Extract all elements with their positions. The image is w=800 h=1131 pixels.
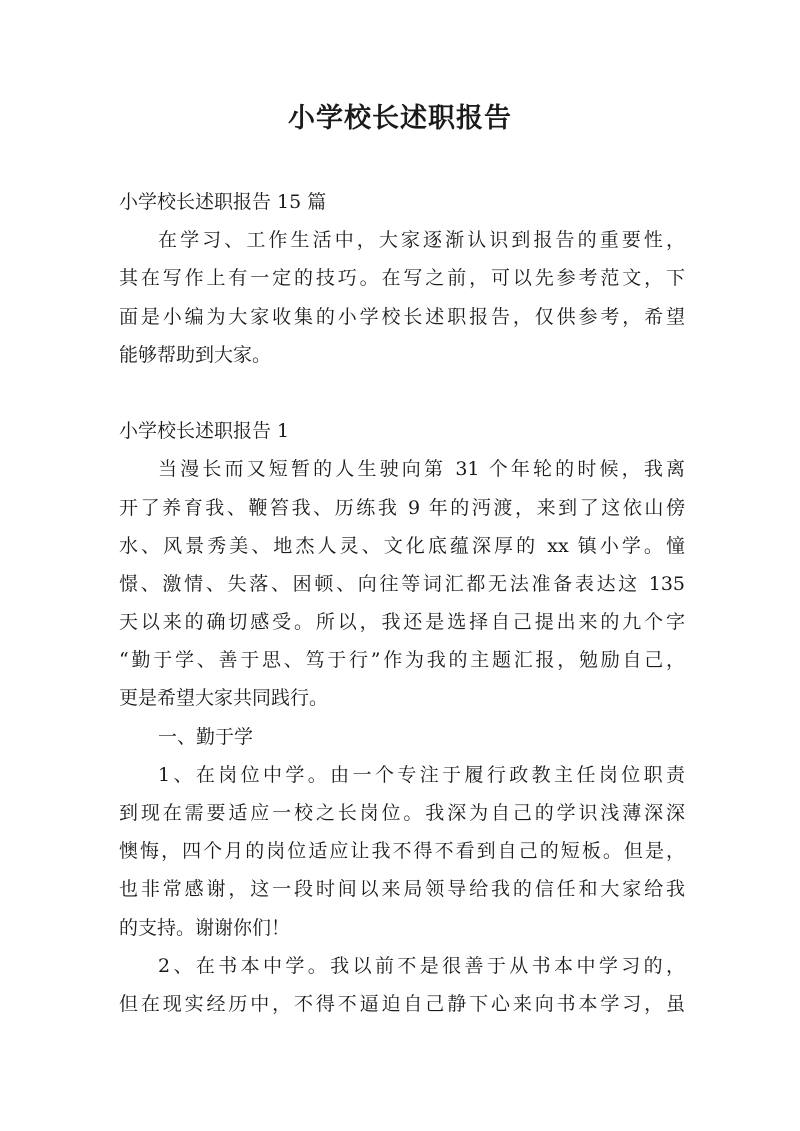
paragraph-line: 开了养育我、鞭笞我、历练我 9 年的沔渡，来到了这依山傍 (119, 496, 685, 519)
intro-line: 其在写作上有一定的技巧。在写之前，可以先参考范文，下 (119, 267, 685, 290)
paragraph-gap (119, 374, 685, 412)
paragraph-line: 但在现实经历中，不得不逼迫自己静下心来向书本学习，虽 (119, 992, 685, 1015)
paragraph-line: 当漫长而又短暂的人生驶向第 31 个年轮的时候，我离 (158, 458, 685, 481)
paragraph-line: 懊悔，四个月的岗位适应让我不得不看到自己的短板。但是， (119, 840, 685, 863)
paragraph-line: 天以来的确切感受。所以，我还是选择自己提出来的九个字 (119, 611, 685, 634)
report-heading: 小学校长述职报告 1 (119, 420, 290, 443)
intro-line: 能够帮助到大家。 (119, 343, 272, 366)
paragraph-line: 憬、激情、失落、困顿、向往等词汇都无法准备表达这 135 (119, 572, 685, 595)
paragraph-line: 1、在岗位中学。由一个专注于履行政教主任岗位职责 (158, 763, 685, 786)
paragraph-line: 2、在书本中学。我以前不是很善于从书本中学习的， (158, 954, 685, 977)
intro-line: 面是小编为大家收集的小学校长述职报告，仅供参考，希望 (119, 305, 685, 328)
paragraph-line: “勤于学、善于思、笃于行”作为我的主题汇报，勉励自己， (119, 649, 685, 672)
paragraph-line: 的支持。谢谢你们！ (119, 916, 291, 939)
intro-line: 在学习、工作生活中，大家逐渐认识到报告的重要性， (158, 229, 685, 252)
paragraph-line: 更是希望大家共同践行。 (119, 687, 329, 710)
section-heading: 一、勤于学 (158, 725, 254, 748)
document-body (119, 183, 685, 1023)
paragraph-line: 水、风景秀美、地杰人灵、文化底蕴深厚的 xx 镇小学。憧 (119, 534, 685, 557)
document-title: 小学校长述职报告 (288, 103, 512, 134)
paragraph-line: 也非常感谢，这一段时间以来局领导给我的信任和大家给我 (119, 878, 685, 901)
series-heading: 小学校长述职报告 15 篇 (119, 191, 327, 213)
paragraph-line: 到现在需要适应一校之长岗位。我深为自己的学识浅薄深深 (119, 802, 685, 824)
